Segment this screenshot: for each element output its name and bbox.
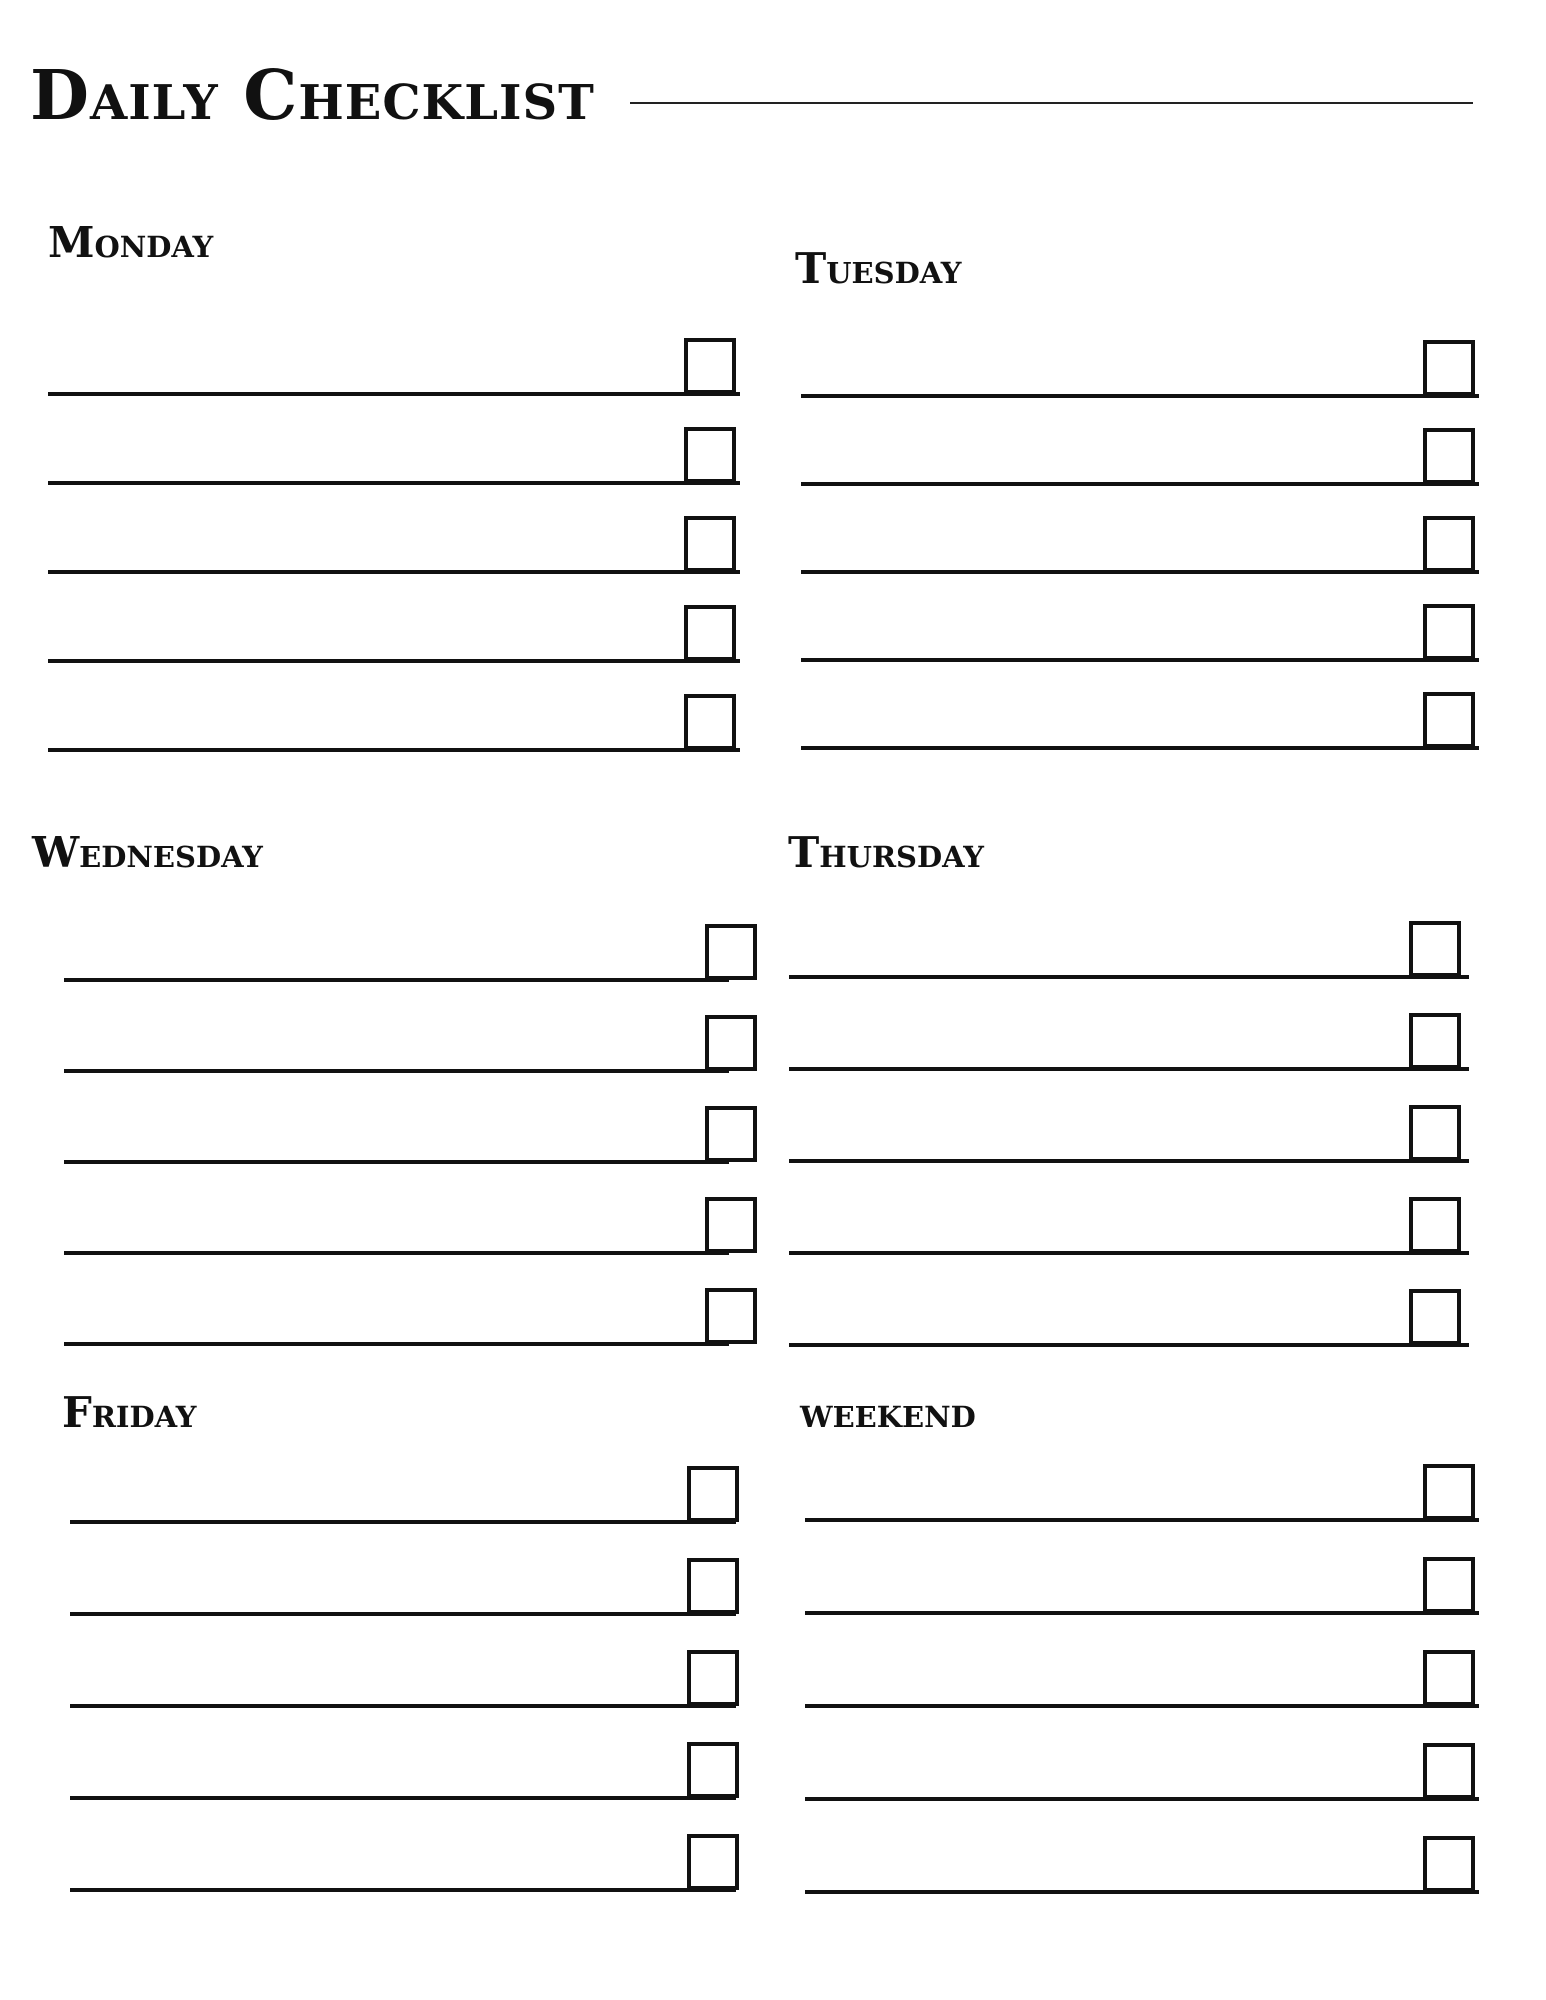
day-heading-monday: Monday	[48, 218, 214, 267]
checkbox-thursday-4[interactable]	[1409, 1197, 1461, 1253]
checkbox-tuesday-2[interactable]	[1423, 428, 1475, 484]
task-line-weekend-1[interactable]	[805, 1518, 1479, 1522]
checkbox-weekend-5[interactable]	[1423, 1836, 1475, 1892]
task-line-friday-3[interactable]	[70, 1704, 736, 1708]
task-line-wednesday-4[interactable]	[64, 1251, 729, 1255]
day-heading-thursday: Thursday	[788, 828, 984, 877]
checkbox-friday-4[interactable]	[687, 1742, 739, 1798]
checkbox-monday-3[interactable]	[684, 516, 736, 572]
checkbox-monday-5[interactable]	[684, 694, 736, 750]
checkbox-tuesday-3[interactable]	[1423, 516, 1475, 572]
checkbox-weekend-4[interactable]	[1423, 1743, 1475, 1799]
task-line-weekend-2[interactable]	[805, 1611, 1479, 1615]
task-line-wednesday-1[interactable]	[64, 978, 729, 982]
task-line-thursday-4[interactable]	[789, 1251, 1469, 1255]
checkbox-weekend-3[interactable]	[1423, 1650, 1475, 1706]
checkbox-monday-2[interactable]	[684, 427, 736, 483]
checkbox-wednesday-1[interactable]	[705, 924, 757, 980]
task-line-monday-1[interactable]	[48, 392, 740, 396]
checkbox-wednesday-5[interactable]	[705, 1288, 757, 1344]
checkbox-friday-2[interactable]	[687, 1558, 739, 1614]
checkbox-tuesday-1[interactable]	[1423, 340, 1475, 396]
checkbox-thursday-2[interactable]	[1409, 1013, 1461, 1069]
checkbox-tuesday-4[interactable]	[1423, 604, 1475, 660]
task-line-friday-2[interactable]	[70, 1612, 736, 1616]
checkbox-tuesday-5[interactable]	[1423, 692, 1475, 748]
task-line-wednesday-5[interactable]	[64, 1342, 729, 1346]
task-line-wednesday-3[interactable]	[64, 1160, 729, 1164]
day-heading-weekend: weekend	[800, 1388, 976, 1437]
page-title: Daily Checklist	[30, 56, 595, 136]
task-line-monday-2[interactable]	[48, 481, 740, 485]
task-line-thursday-3[interactable]	[789, 1159, 1469, 1163]
checkbox-friday-3[interactable]	[687, 1650, 739, 1706]
checkbox-thursday-5[interactable]	[1409, 1289, 1461, 1345]
task-line-friday-5[interactable]	[70, 1888, 736, 1892]
checkbox-monday-1[interactable]	[684, 338, 736, 394]
task-line-tuesday-2[interactable]	[801, 482, 1479, 486]
task-line-friday-1[interactable]	[70, 1520, 736, 1524]
checkbox-weekend-1[interactable]	[1423, 1464, 1475, 1520]
task-line-monday-4[interactable]	[48, 659, 740, 663]
checkbox-wednesday-4[interactable]	[705, 1197, 757, 1253]
task-line-tuesday-4[interactable]	[801, 658, 1479, 662]
task-line-weekend-3[interactable]	[805, 1704, 1479, 1708]
task-line-tuesday-1[interactable]	[801, 394, 1479, 398]
task-line-thursday-2[interactable]	[789, 1067, 1469, 1071]
day-heading-friday: Friday	[62, 1388, 197, 1437]
checkbox-weekend-2[interactable]	[1423, 1557, 1475, 1613]
task-line-thursday-5[interactable]	[789, 1343, 1469, 1347]
checkbox-wednesday-3[interactable]	[705, 1106, 757, 1162]
task-line-thursday-1[interactable]	[789, 975, 1469, 979]
checkbox-friday-5[interactable]	[687, 1834, 739, 1890]
checkbox-wednesday-2[interactable]	[705, 1015, 757, 1071]
checkbox-thursday-3[interactable]	[1409, 1105, 1461, 1161]
checkbox-monday-4[interactable]	[684, 605, 736, 661]
task-line-weekend-4[interactable]	[805, 1797, 1479, 1801]
task-line-tuesday-3[interactable]	[801, 570, 1479, 574]
task-line-tuesday-5[interactable]	[801, 746, 1479, 750]
task-line-monday-3[interactable]	[48, 570, 740, 574]
checkbox-friday-1[interactable]	[687, 1466, 739, 1522]
task-line-wednesday-2[interactable]	[64, 1069, 729, 1073]
day-heading-tuesday: Tuesday	[795, 244, 962, 293]
title-rule	[630, 102, 1473, 104]
day-heading-wednesday: Wednesday	[32, 828, 263, 877]
checkbox-thursday-1[interactable]	[1409, 921, 1461, 977]
task-line-friday-4[interactable]	[70, 1796, 736, 1800]
task-line-weekend-5[interactable]	[805, 1890, 1479, 1894]
task-line-monday-5[interactable]	[48, 748, 740, 752]
